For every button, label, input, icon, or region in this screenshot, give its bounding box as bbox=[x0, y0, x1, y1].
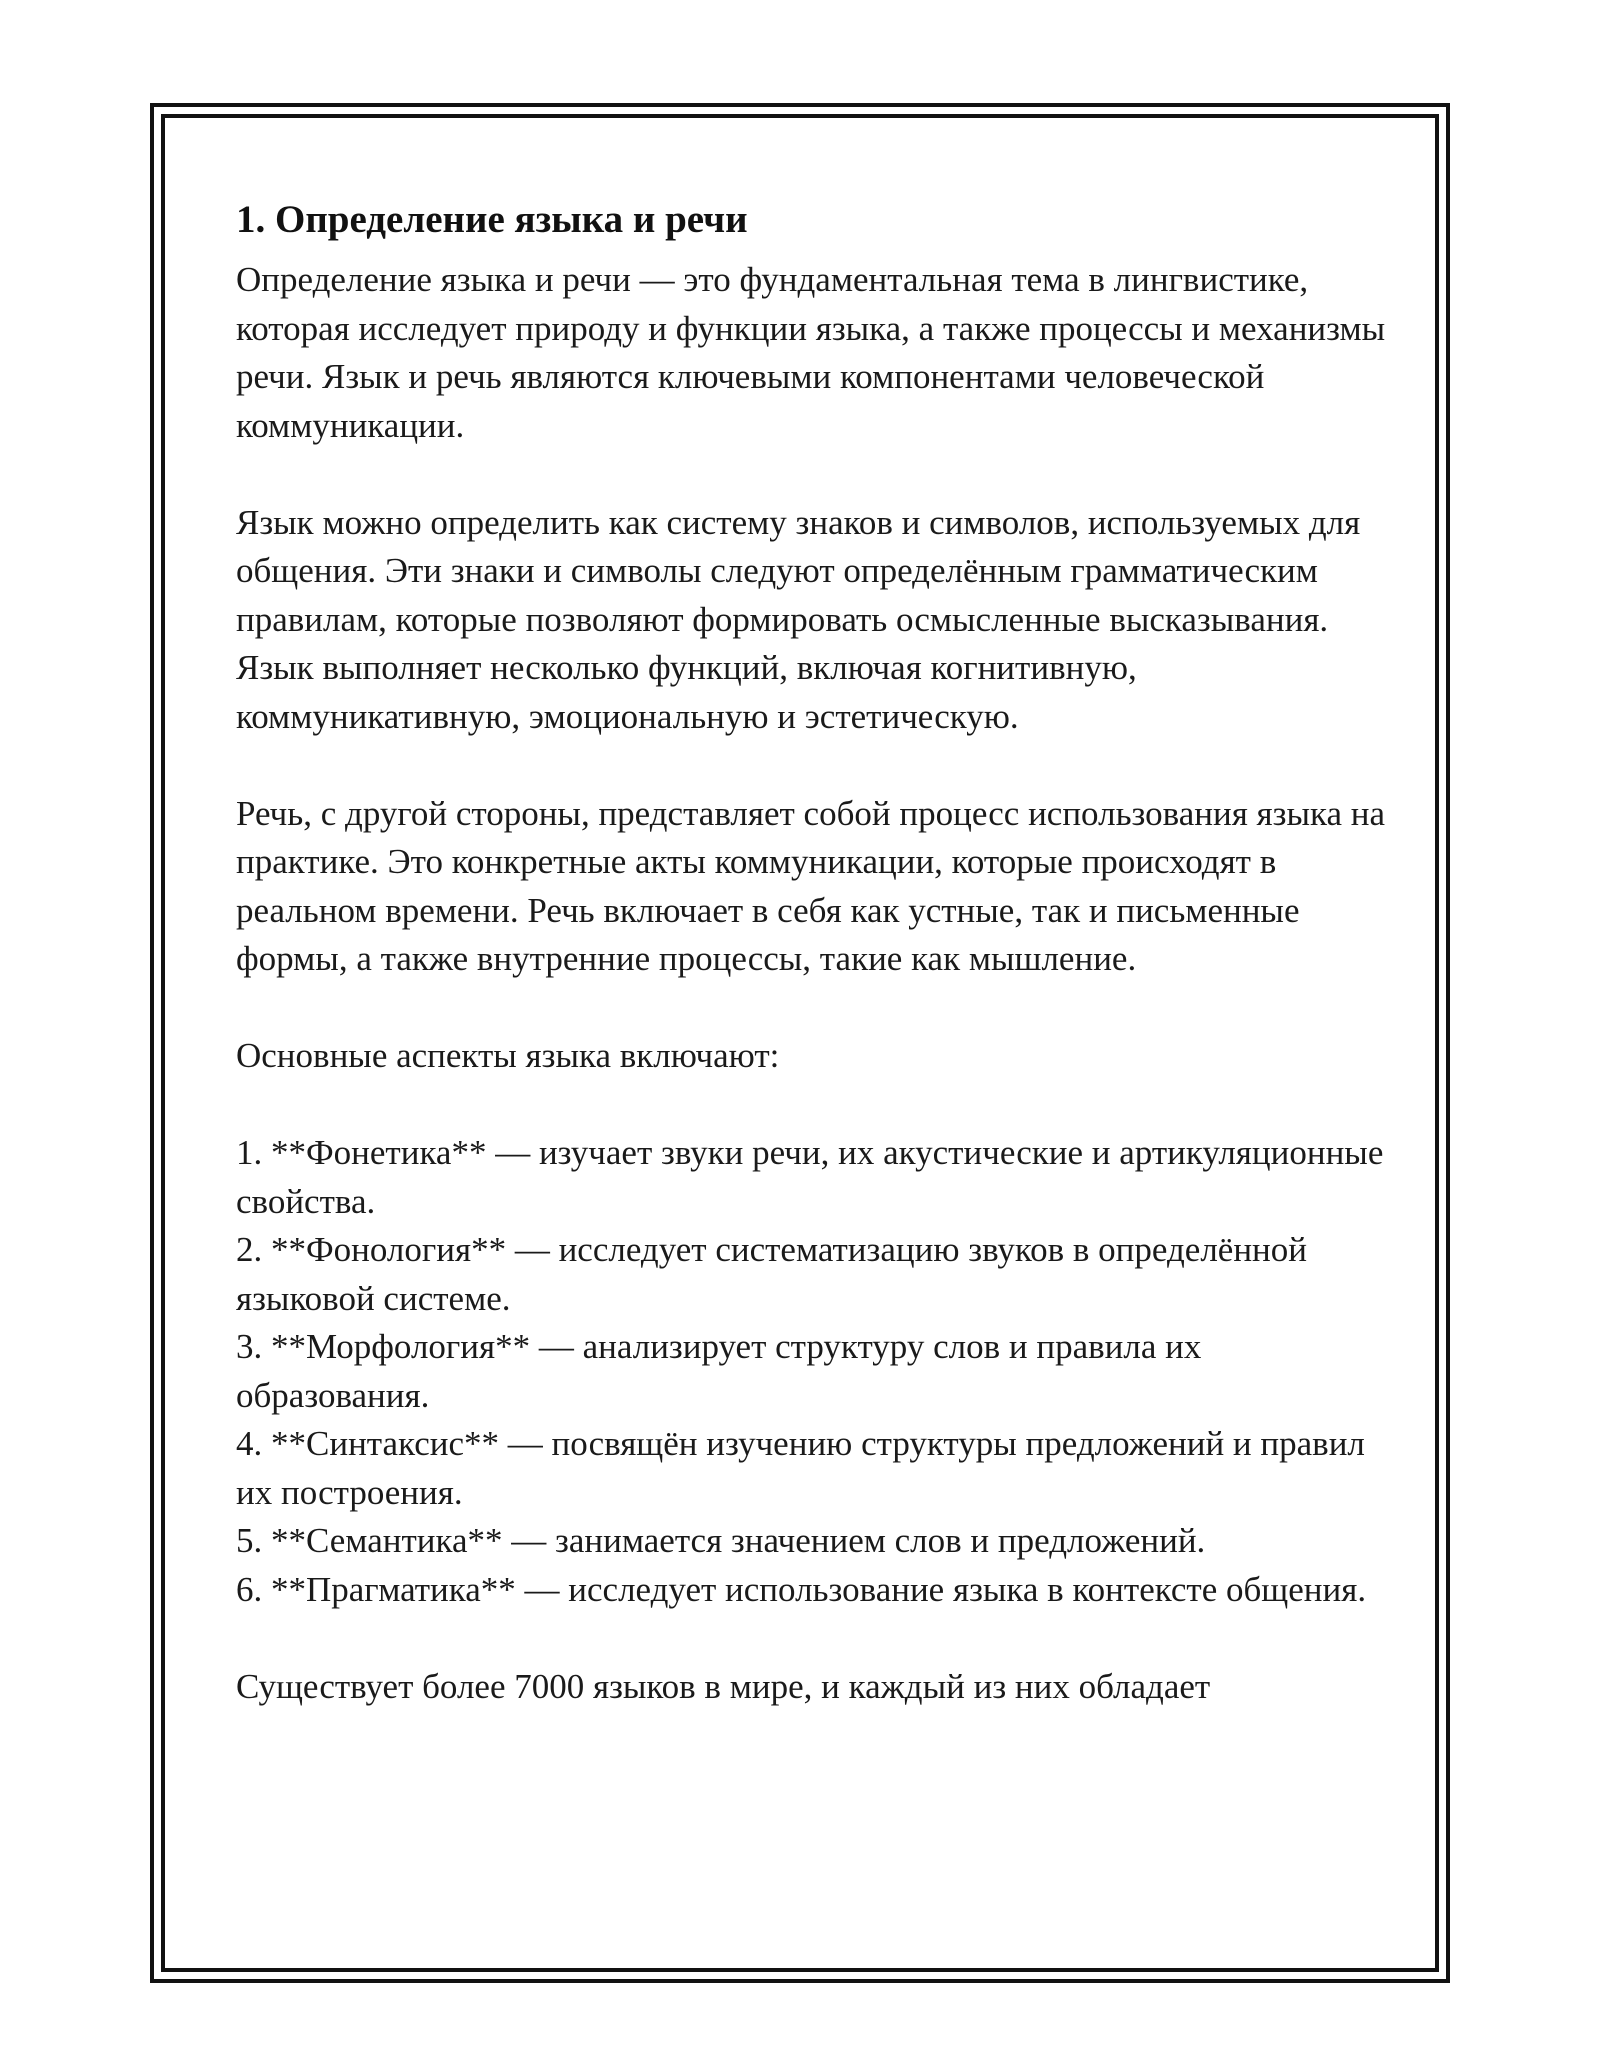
list-item-syntax: 4. **Синтаксис** — посвящён изучению структуры предложений и правил их построения. bbox=[236, 1424, 1365, 1512]
paragraph-spacer bbox=[236, 984, 1386, 1033]
paragraph-speech-definition: Речь, с другой стороны, представляет собой процесс использования языка на практике. Это конкретные акты коммуникации, которые происходят в реальном времени. Речь включает в себя как устные, так и письменные формы, а также внутренние процессы, такие как мышление. bbox=[236, 793, 1386, 978]
paragraph-spacer bbox=[236, 1614, 1386, 1663]
paragraph-language-definition: Язык можно определить как систему знаков и символов, используемых для общения. Эти знаки и символы следуют определённым грамматическим правилам, которые позволяют формировать осмысленные высказывания. Язык выполняет несколько функций, включая когнитивную, коммуникативную, эмоциональную и эстетическую. bbox=[236, 502, 1361, 736]
paragraph-spacer bbox=[236, 741, 1386, 790]
paragraph-aspects-intro: Основные аспекты языка включают: bbox=[236, 1036, 780, 1075]
paragraph-final: Существует более 7000 языков в мире, и каждый из них обладает bbox=[236, 1666, 1211, 1706]
paragraph-spacer bbox=[236, 450, 1386, 499]
list-item-pragmatics: 6. **Прагматика** — исследует использование языка в контексте общения. bbox=[236, 1569, 1367, 1609]
paragraph-spacer bbox=[236, 1081, 1386, 1130]
list-item-phonetics: 1. **Фонетика** — изучает звуки речи, их акустические и артикуляционные свойства. bbox=[236, 1133, 1384, 1221]
paragraph-intro: Определение языка и речи — это фундаментальная тема в лингвистике, которая исследует природу и функции языка, а также процессы и механизмы речи. Язык и речь являются ключевыми компонентами человеческой коммуникации. bbox=[236, 260, 1386, 445]
aspects-list bbox=[236, 1129, 1386, 1614]
list-item-semantics: 5. **Семантика** — занимается значением слов и предложений. bbox=[236, 1521, 1206, 1560]
list-item-phonology: 2. **Фонология** — исследует систематизацию звуков в определённой языковой системе. bbox=[236, 1230, 1308, 1318]
section-heading: 1. Определение языка и речи bbox=[236, 198, 748, 241]
document-body bbox=[236, 196, 1386, 1711]
list-item-morphology: 3. **Морфология** — анализирует структуру слов и правила их образования. bbox=[236, 1327, 1202, 1415]
